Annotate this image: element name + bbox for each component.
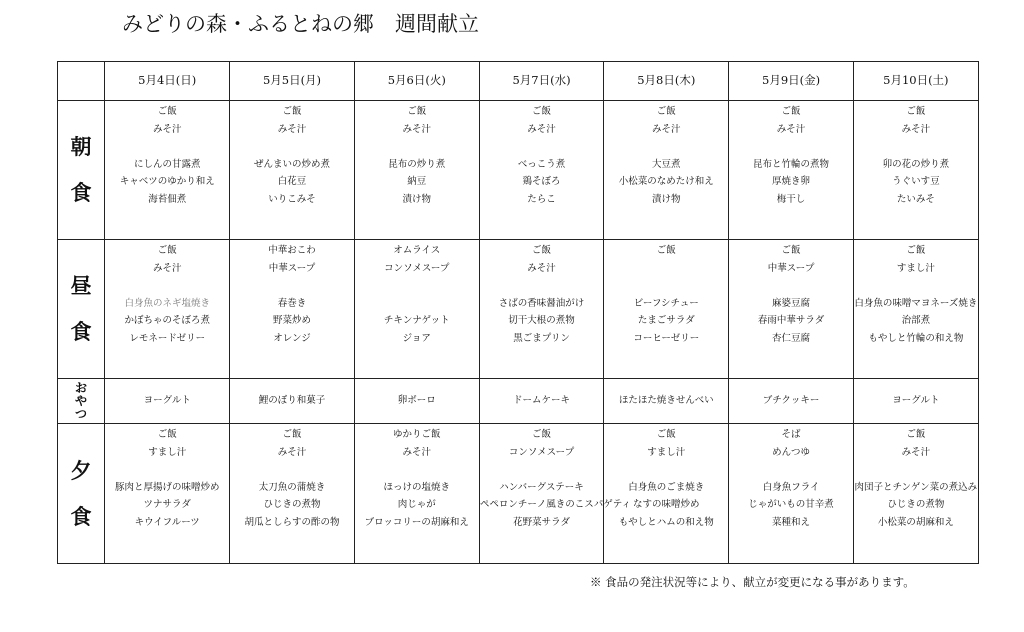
meal-label-char: 朝 [70, 134, 92, 159]
dish-item: 漬け物 [402, 193, 432, 205]
dish-item: 小松菜のなめたけ和え [618, 176, 714, 188]
dish-item: ご飯 [906, 429, 926, 440]
dish-item: みそ汁 [652, 123, 681, 135]
snack-day-cell [604, 379, 729, 424]
dish-item [729, 138, 852, 156]
dish-item: コンソメスープ [508, 446, 575, 458]
dish-item: ペペロンチーノ風きのこスパゲティ [479, 499, 631, 511]
dish-item: 白身魚の味噌マヨネーズ焼き [854, 297, 978, 309]
dish-item: みそ汁 [901, 123, 931, 135]
dinner-day-cell [604, 424, 729, 564]
dish-item: 卯の花の炒り煮 [882, 158, 950, 170]
meal-label-char: 夕 [70, 457, 92, 483]
dish-item: みそ汁 [527, 262, 556, 274]
dish-item [854, 461, 978, 479]
dish-item: 中華スープ [767, 262, 815, 274]
snack-day-cell [853, 379, 978, 424]
dish-item: めんつゆ [772, 446, 810, 458]
dish-item: 春巻き [277, 297, 307, 309]
dish-item: みそ汁 [152, 262, 182, 274]
date-header: 5月10日(土) [853, 62, 978, 101]
date-header: 5月5日(月) [230, 62, 354, 101]
dinner-day-cell [729, 424, 853, 564]
breakfast-day-cell [105, 101, 230, 240]
dinner-label [58, 424, 105, 564]
meal-label-char: 食 [70, 180, 92, 205]
dish-item: 菜種和え [772, 516, 811, 528]
dish-item: 梅干し [776, 193, 806, 205]
dish-item: 花野菜サラダ [513, 516, 570, 528]
dish-item: ご飯 [282, 106, 302, 117]
dish-item: 鶏そぼろ [522, 176, 561, 188]
dish-item: みそ汁 [776, 123, 806, 135]
dish-item: みそ汁 [152, 123, 182, 135]
dish-item: ご飯 [157, 429, 177, 440]
dish-item: たらこ [527, 193, 556, 205]
breakfast-day-cell [729, 101, 853, 240]
dish-item: ご飯 [781, 245, 801, 256]
dish-item [105, 277, 229, 295]
dish-item: じゃがいもの甘辛煮 [748, 499, 834, 511]
dish-item [480, 138, 603, 156]
snack-row [58, 379, 979, 424]
dish-item: 豚肉と厚揚げの味噌炒め [114, 481, 220, 493]
date-header: 5月6日(火) [354, 62, 479, 101]
dish-item: ジョア [402, 332, 431, 344]
dish-item [355, 461, 479, 479]
dinner-day-cell [479, 424, 631, 564]
dish-item [105, 138, 229, 156]
dish-item: ご飯 [906, 106, 926, 117]
dish-item: 白身魚のごま焼き [628, 481, 705, 493]
dish-item [604, 260, 728, 278]
lunch-day-cell [230, 240, 354, 379]
dish-item: 昆布の炒り煮 [388, 158, 446, 170]
dish-item: いりこみそ [268, 193, 316, 205]
dish-item: 中華おこわ [268, 245, 316, 256]
snack-day-cell [479, 379, 603, 424]
dish-item: 白身魚のネギ塩焼き [124, 297, 210, 309]
dish-item: コンソメスープ [384, 262, 450, 274]
dish-item: ぜんまいの炒め煮 [253, 158, 330, 170]
dish-item [230, 277, 353, 295]
dish-item: そば [781, 429, 801, 440]
lunch-day-cell [729, 240, 853, 379]
dish-item: 胡瓜としらすの酢の物 [244, 516, 340, 528]
dinner-day-cell [230, 424, 354, 564]
meal-label-char: や [75, 393, 88, 408]
dish-item [729, 461, 852, 479]
dish-item: ご飯 [781, 106, 801, 117]
dish-item: ご飯 [656, 106, 676, 117]
dish-item: ご飯 [656, 429, 676, 440]
meal-label-char: 昼 [70, 273, 92, 298]
breakfast-day-cell [354, 101, 479, 240]
dish-item: ツナサラダ [143, 499, 191, 511]
change-notice: ※ 食品の発注状況等により、献立が変更になる事があります。 [590, 575, 915, 589]
dish-item: 漬け物 [652, 193, 681, 205]
dish-item: 小松菜の胡麻和え [877, 516, 954, 528]
dish-item [604, 277, 728, 295]
breakfast-row [58, 101, 979, 240]
lunch-label [58, 240, 105, 379]
dish-item: すまし汁 [896, 262, 935, 274]
breakfast-day-cell [853, 101, 978, 240]
dinner-row [58, 424, 979, 564]
dish-item: 白身魚フライ [762, 481, 820, 493]
dish-item [355, 138, 479, 156]
dish-item [604, 461, 728, 479]
lunch-day-cell [105, 240, 230, 379]
dish-item: ご飯 [282, 429, 302, 440]
dish-item: なすの味噌炒め [633, 499, 700, 511]
lunch-day-cell [604, 240, 729, 379]
dish-item: ご飯 [532, 245, 552, 256]
dish-item [480, 461, 603, 479]
dish-item: ゆかりご飯 [393, 429, 441, 440]
dish-item: にしんの甘露煮 [133, 158, 201, 170]
dish-item [604, 138, 728, 156]
dish-item: オレンジ [273, 332, 311, 344]
dish-item: みそ汁 [901, 446, 931, 458]
dinner-day-cell [105, 424, 230, 564]
dish-item: ハンバーグステーキ [499, 481, 584, 493]
lunch-day-cell [354, 240, 479, 379]
snack-item: ヨーグルト [143, 395, 191, 407]
dish-item: 麻婆豆腐 [772, 297, 811, 309]
dish-item: すまし汁 [647, 446, 686, 458]
dish-item: ひじきの煮物 [887, 499, 945, 511]
dish-item: 黒ごまプリン [513, 332, 570, 344]
dinner-day-cell [853, 424, 978, 564]
date-header-row [58, 62, 979, 101]
dish-item [355, 295, 479, 313]
dish-item [854, 277, 978, 295]
dish-item: みそ汁 [277, 123, 307, 135]
snack-item: 卵ボーロ [397, 395, 436, 407]
dish-item: ご飯 [906, 245, 926, 256]
dish-item [480, 277, 603, 295]
dish-item: さばの香味醤油がけ [498, 297, 585, 309]
dish-item [230, 461, 353, 479]
date-header: 5月9日(金) [729, 62, 853, 101]
meal-label-char: 食 [70, 319, 92, 344]
dish-item: みそ汁 [402, 446, 432, 458]
dish-item: ご飯 [532, 429, 552, 440]
dish-item: 白花豆 [277, 176, 307, 188]
dish-item [105, 461, 229, 479]
dish-item: みそ汁 [277, 446, 307, 458]
dish-item: レモネードゼリー [129, 332, 206, 344]
dish-item: かぼちゃのそぼろ煮 [124, 315, 210, 327]
dish-item: ご飯 [407, 106, 427, 117]
dish-item: 春雨中華サラダ [757, 315, 825, 327]
corner-cell [58, 62, 105, 101]
dish-item: みそ汁 [402, 123, 432, 135]
dish-item: べっこう煮 [517, 158, 566, 170]
dish-item: ひじきの煮物 [263, 499, 321, 511]
meal-label-char: お [75, 380, 88, 395]
dish-item: たいみそ [896, 193, 935, 205]
dish-item: ご飯 [157, 245, 177, 256]
dish-item [854, 138, 978, 156]
dish-item: 海苔佃煮 [148, 193, 187, 205]
dish-item: 中華スープ [268, 262, 316, 274]
meal-label-char: つ [75, 406, 88, 421]
date-header: 5月8日(木) [604, 62, 729, 101]
breakfast-day-cell [230, 101, 354, 240]
dish-item: キャベツのゆかり和え [119, 176, 215, 188]
dish-item: 杏仁豆腐 [772, 332, 811, 344]
dish-item: 肉じゃが [397, 499, 436, 511]
weekly-menu-table [57, 61, 979, 564]
dish-item: ほっけの塩焼き [383, 481, 451, 493]
snack-day-cell [354, 379, 479, 424]
dish-item: うぐいす豆 [892, 176, 940, 188]
dish-item: 大豆煮 [652, 158, 681, 170]
lunch-row [58, 240, 979, 379]
dish-item: 治部煮 [901, 315, 931, 327]
snack-label [58, 379, 105, 424]
dish-item: 納豆 [407, 176, 427, 188]
dish-item: 厚焼き卵 [772, 176, 811, 188]
snack-item: ヨーグルト [892, 395, 940, 407]
snack-item: ほたほた焼きせんべい [618, 395, 714, 407]
dish-item: ご飯 [532, 106, 552, 117]
dish-item: たまごサラダ [637, 315, 695, 327]
snack-day-cell [230, 379, 354, 424]
dish-item: ご飯 [157, 106, 177, 117]
snack-item: ブチクッキー [762, 395, 820, 407]
date-header: 5月4日(日) [105, 62, 230, 101]
dish-item: 肉団子とチンゲン菜の煮込み [854, 481, 978, 493]
dinner-day-cell [354, 424, 479, 564]
dish-item: もやしと竹輪の和え物 [868, 332, 964, 344]
dish-item: キウイフルーツ [134, 516, 200, 528]
dish-item: もやしとハムの和え物 [618, 516, 714, 528]
dish-item: ブロッコリーの胡麻和え [364, 516, 469, 528]
breakfast-day-cell [479, 101, 603, 240]
dish-item: すまし汁 [148, 446, 187, 458]
snack-day-cell [729, 379, 853, 424]
dish-item [230, 138, 353, 156]
lunch-day-cell [853, 240, 978, 379]
snack-item: ドームケーキ [513, 395, 571, 407]
dish-item [729, 277, 852, 295]
lunch-day-cell [479, 240, 603, 379]
breakfast-day-cell [604, 101, 729, 240]
dish-item: 野菜炒め [272, 315, 311, 327]
dish-item: ビーフシチュー [633, 297, 699, 309]
breakfast-label [58, 101, 105, 240]
dish-item: 太刀魚の蒲焼き [258, 481, 326, 493]
date-header: 5月7日(水) [479, 62, 603, 101]
dish-item: チキンナゲット [383, 315, 450, 327]
page-title: みどりの森・ふるとねの郷 週間献立 [122, 12, 479, 36]
dish-item: 切干大根の煮物 [508, 315, 575, 327]
dish-item: 昆布と竹輪の煮物 [753, 158, 830, 170]
dish-item: ご飯 [656, 245, 676, 256]
snack-day-cell [105, 379, 230, 424]
dish-item [355, 277, 479, 295]
meal-label-char: 食 [70, 503, 92, 529]
dish-item: コーヒーゼリー [633, 332, 700, 344]
snack-item: 鯉のぼり和菓子 [258, 395, 326, 407]
dish-item: オムライス [393, 245, 441, 256]
dish-item: みそ汁 [527, 123, 556, 135]
